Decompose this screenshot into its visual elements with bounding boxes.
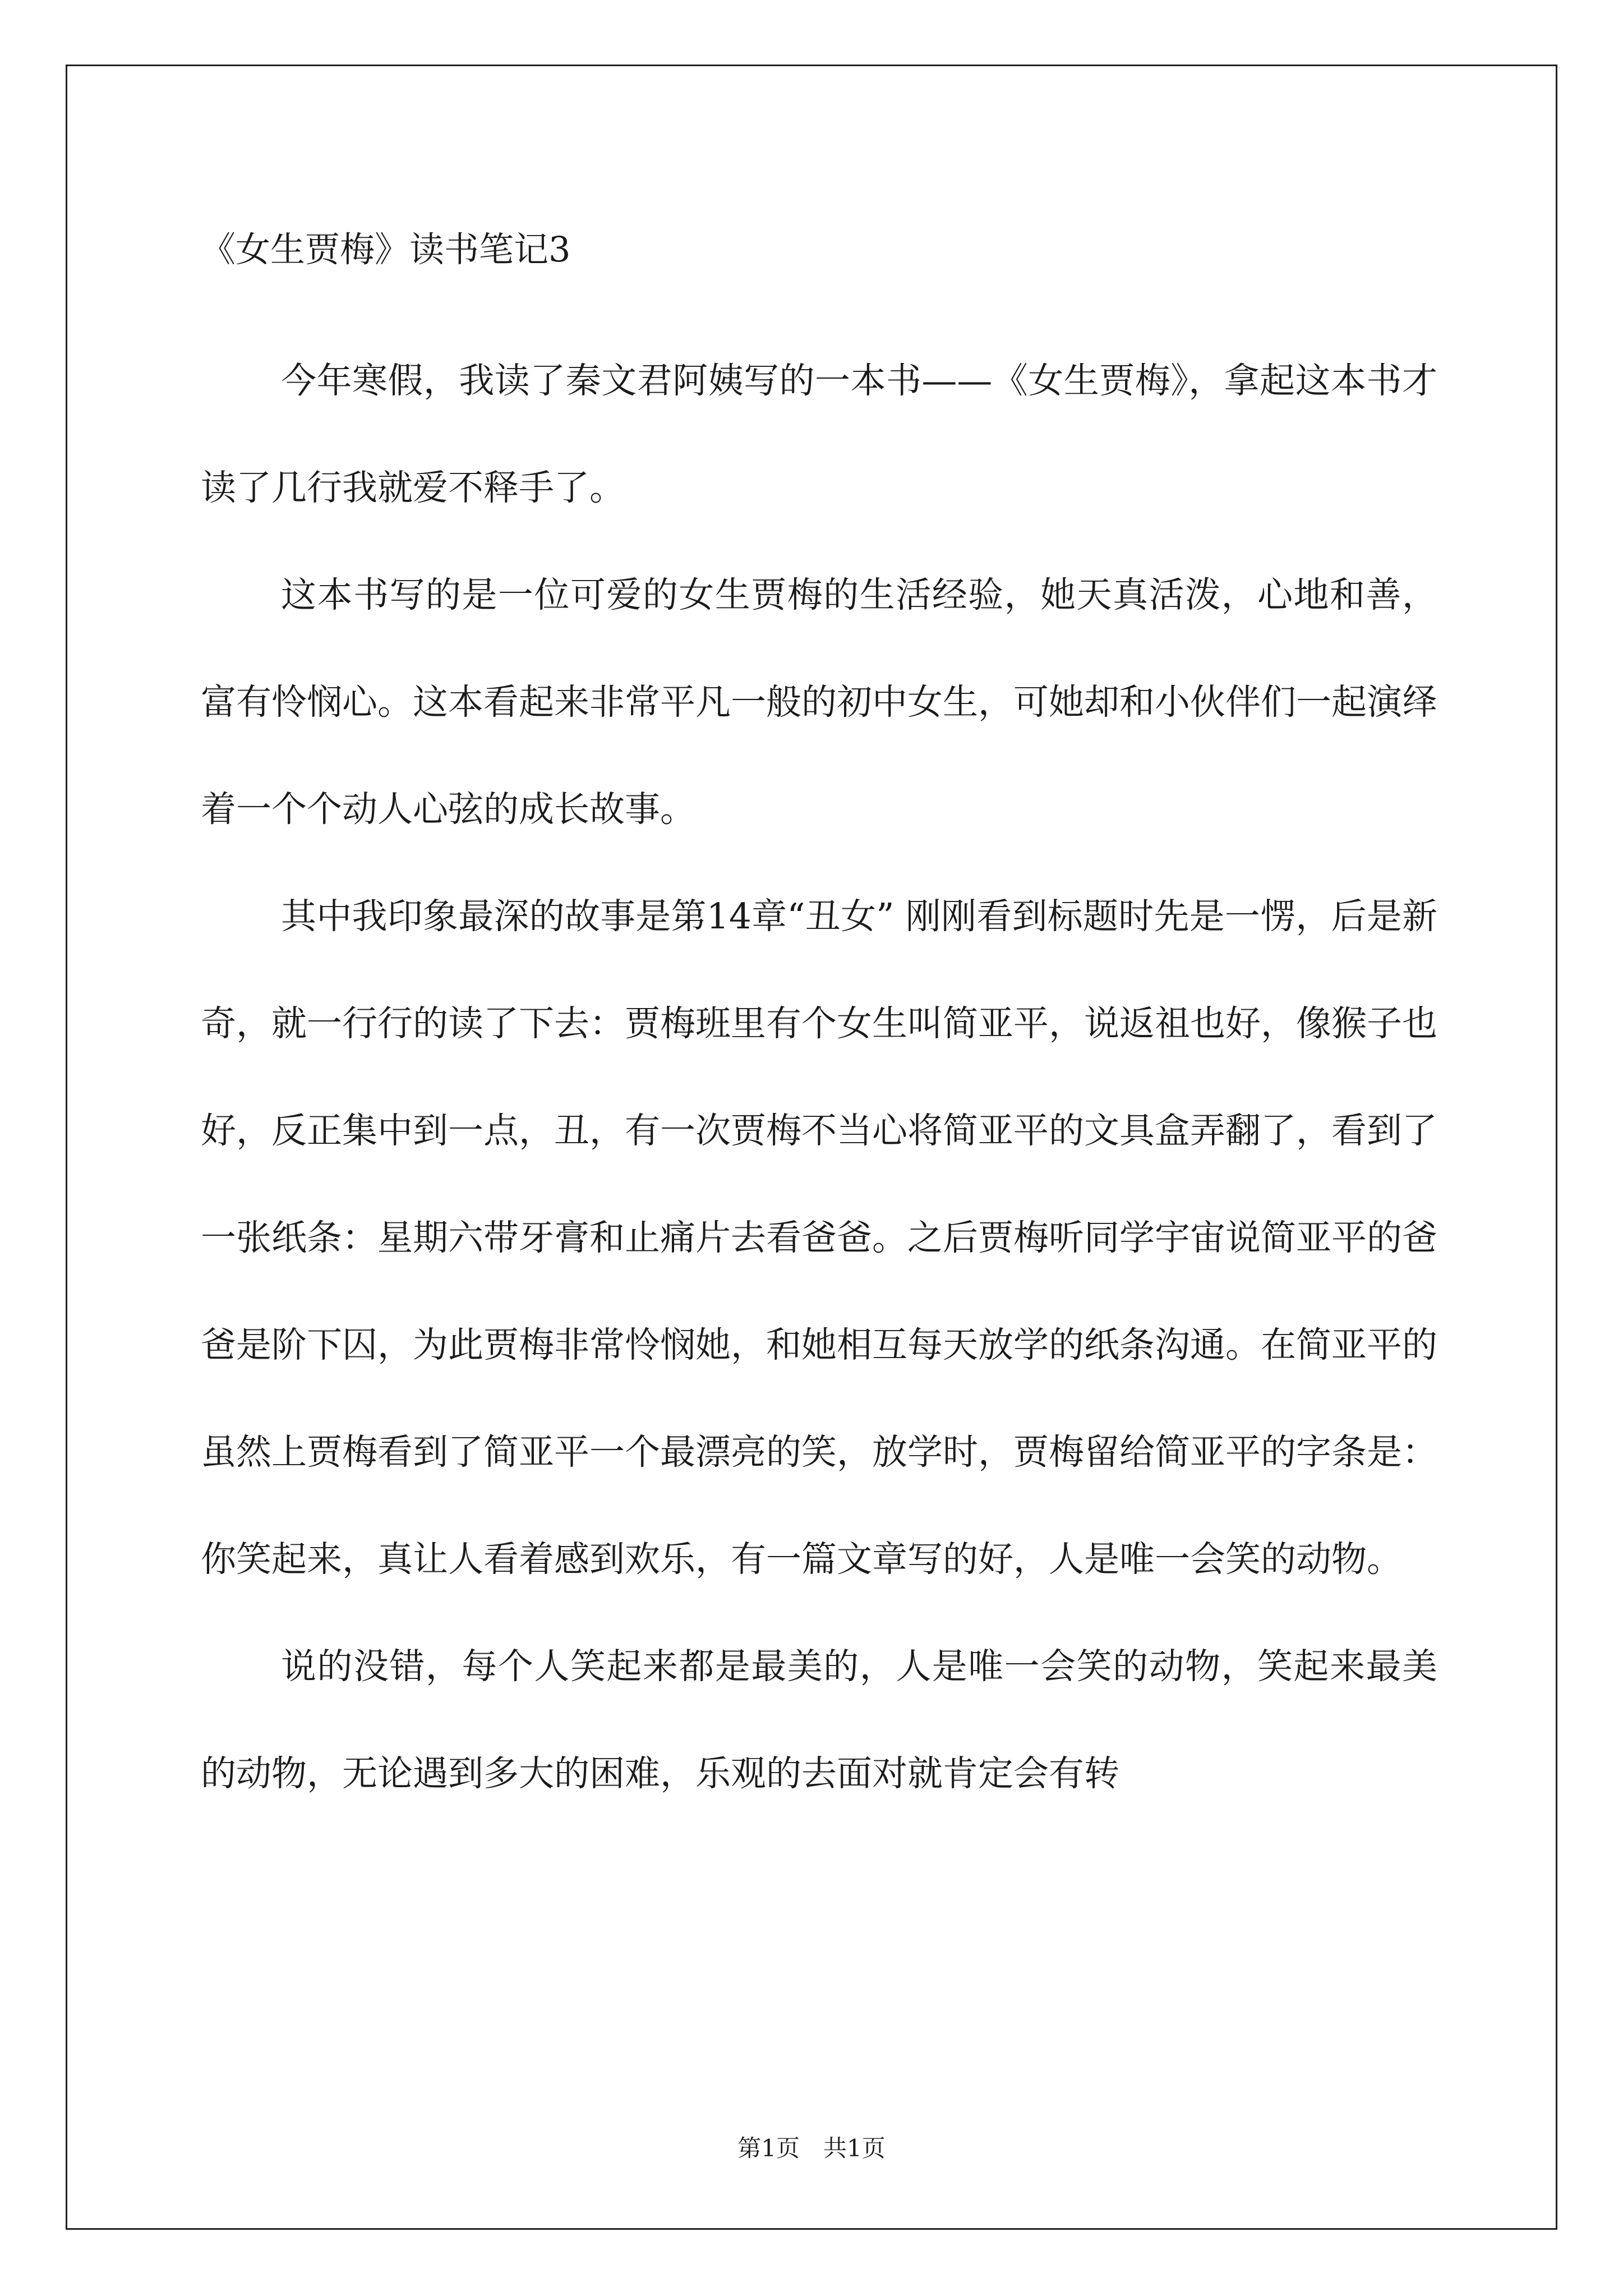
page-number-footer: 第1页 共1页 xyxy=(737,2134,886,2162)
document-body xyxy=(201,227,1437,1827)
paragraph-4: 说的没错，每个人笑起来都是最美的，人是唯一会笑的动物，笑起来最美的动物，无论遇到多大的困难，乐观的去面对就肯定会有转 xyxy=(201,1646,1437,1794)
paragraph-1: 今年寒假，我读了秦文君阿姨写的一本书——《女生贾梅》，拿起这本书才读了几行我就爱不释手了。 xyxy=(201,360,1437,508)
document-title: 《女生贾梅》读书笔记3 xyxy=(201,229,571,270)
paragraph-3: 其中我印象最深的故事是第14章“丑女” 刚刚看到标题时先是一愣，后是新奇，就一行行的读了下去：贾梅班里有个女生叫简亚平，说返祖也好，像猴子也好，反正集中到一点，丑，有一次贾梅不当心将简亚平的文具盒弄翻了，看到了一张纸条：星期六带牙膏和止痛片去看爸爸。之后贾梅听同学宇宙说简亚平的爸爸是阶下囚，为此贾梅非常怜悯她，和她相互每天放学的纸条沟通。在简亚平的虽然上贾梅看到了简亚平一个最漂亮的笑，放学时，贾梅留给简亚平的字条是：你笑起来，真让人看着感到欢乐，有一篇文章写的好，人是唯一会笑的动物。 xyxy=(201,896,1437,1580)
paragraph-2: 这本书写的是一位可爱的女生贾梅的生活经验，她天真活泼，心地和善，富有怜悯心。这本看起来非常平凡一般的初中女生，可她却和小伙伴们一起演绎着一个个动人心弦的成长故事。 xyxy=(201,574,1437,830)
